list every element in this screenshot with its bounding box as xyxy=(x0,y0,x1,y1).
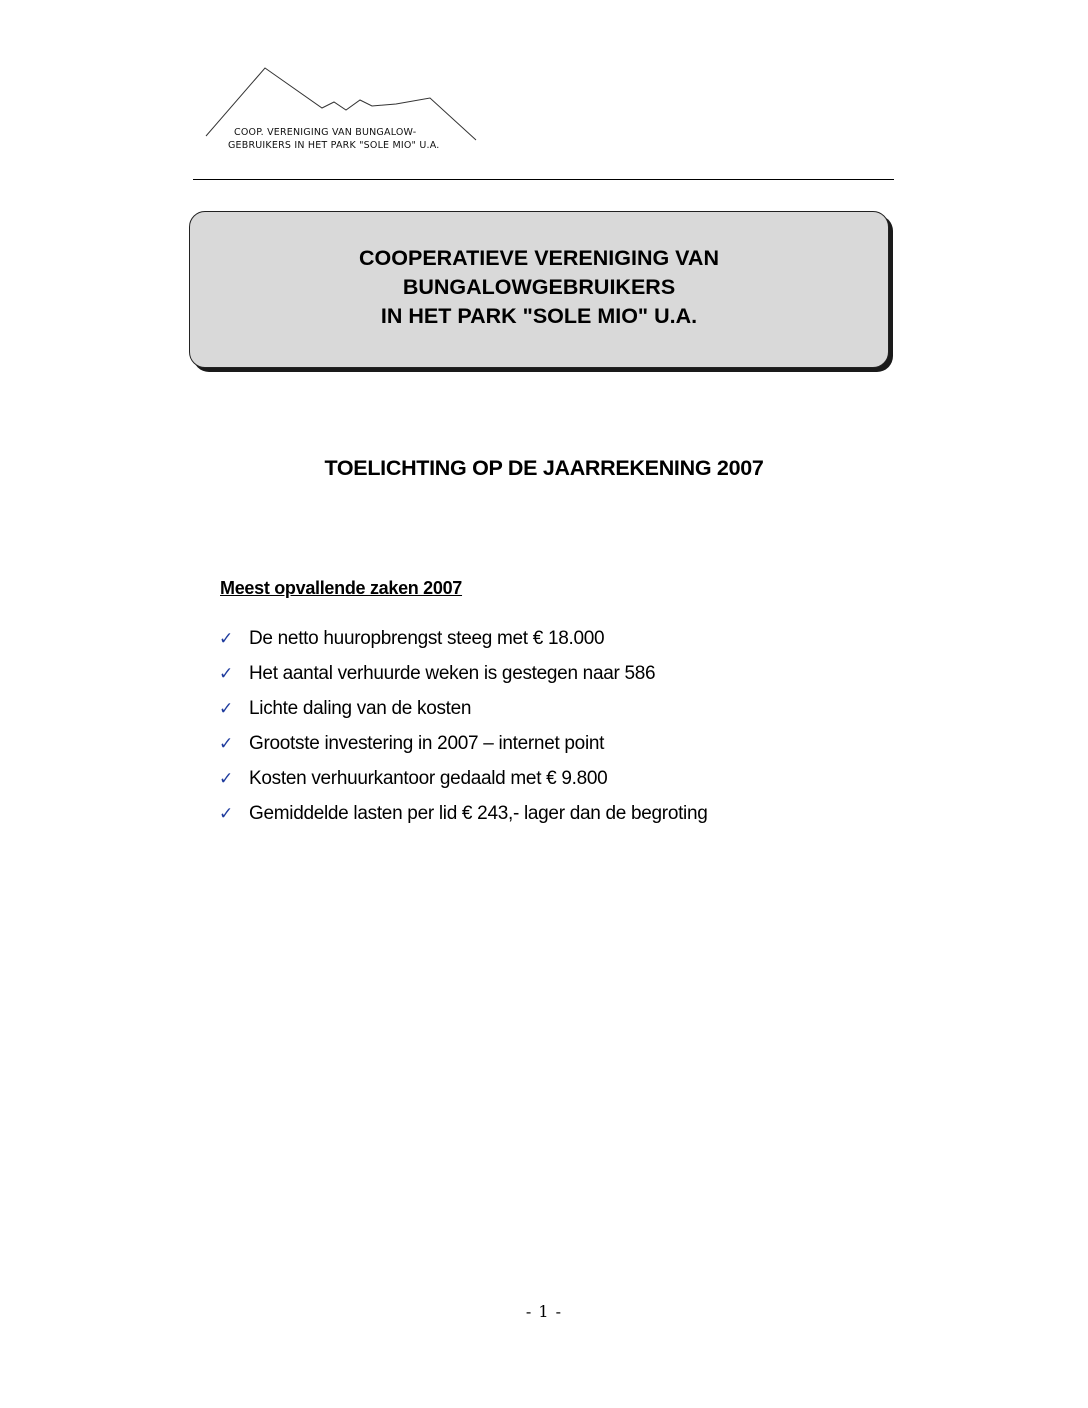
check-icon: ✓ xyxy=(219,768,234,789)
list-item-text: Grootste investering in 2007 – internet point xyxy=(249,732,605,754)
list-item xyxy=(219,761,708,796)
check-icon: ✓ xyxy=(219,628,234,649)
list-item-text: Lichte daling van de kosten xyxy=(249,697,472,719)
header-divider xyxy=(193,179,894,180)
logo-line-1: COOP. VERENIGING VAN BUNGALOW- xyxy=(234,127,417,138)
list-item-text: Kosten verhuurkantoor gedaald met € 9.800 xyxy=(249,767,608,789)
title-box xyxy=(189,211,889,368)
list-item-text: Gemiddelde lasten per lid € 243,- lager dan de begroting xyxy=(249,802,708,824)
logo-line-2: GEBRUIKERS IN HET PARK "SOLE MIO" U.A. xyxy=(228,140,440,151)
page-number: - 1 - xyxy=(525,1302,563,1321)
check-icon: ✓ xyxy=(219,698,234,719)
check-icon: ✓ xyxy=(219,733,234,754)
check-icon: ✓ xyxy=(219,663,234,684)
list-item xyxy=(219,621,708,656)
list-item xyxy=(219,656,708,691)
title-line-3: IN HET PARK "SOLE MIO" U.A. xyxy=(380,304,698,328)
title-line-2: BUNGALOWGEBRUIKERS xyxy=(402,275,676,299)
list-item-text: Het aantal verhuurde weken is gestegen naar 586 xyxy=(249,662,656,684)
logo xyxy=(200,62,490,162)
title-line-1: COOPERATIEVE VERENIGING VAN xyxy=(359,246,719,270)
list-item xyxy=(219,796,708,831)
check-icon: ✓ xyxy=(219,803,234,824)
list-item-text: De netto huuropbrengst steeg met € 18.000 xyxy=(249,627,605,649)
document-subtitle: TOELICHTING OP DE JAARREKENING 2007 xyxy=(324,456,764,480)
section-heading: Meest opvallende zaken 2007 xyxy=(220,578,463,598)
highlights-list xyxy=(219,621,708,831)
list-item xyxy=(219,691,708,726)
list-item xyxy=(219,726,708,761)
logo-text xyxy=(228,126,440,152)
